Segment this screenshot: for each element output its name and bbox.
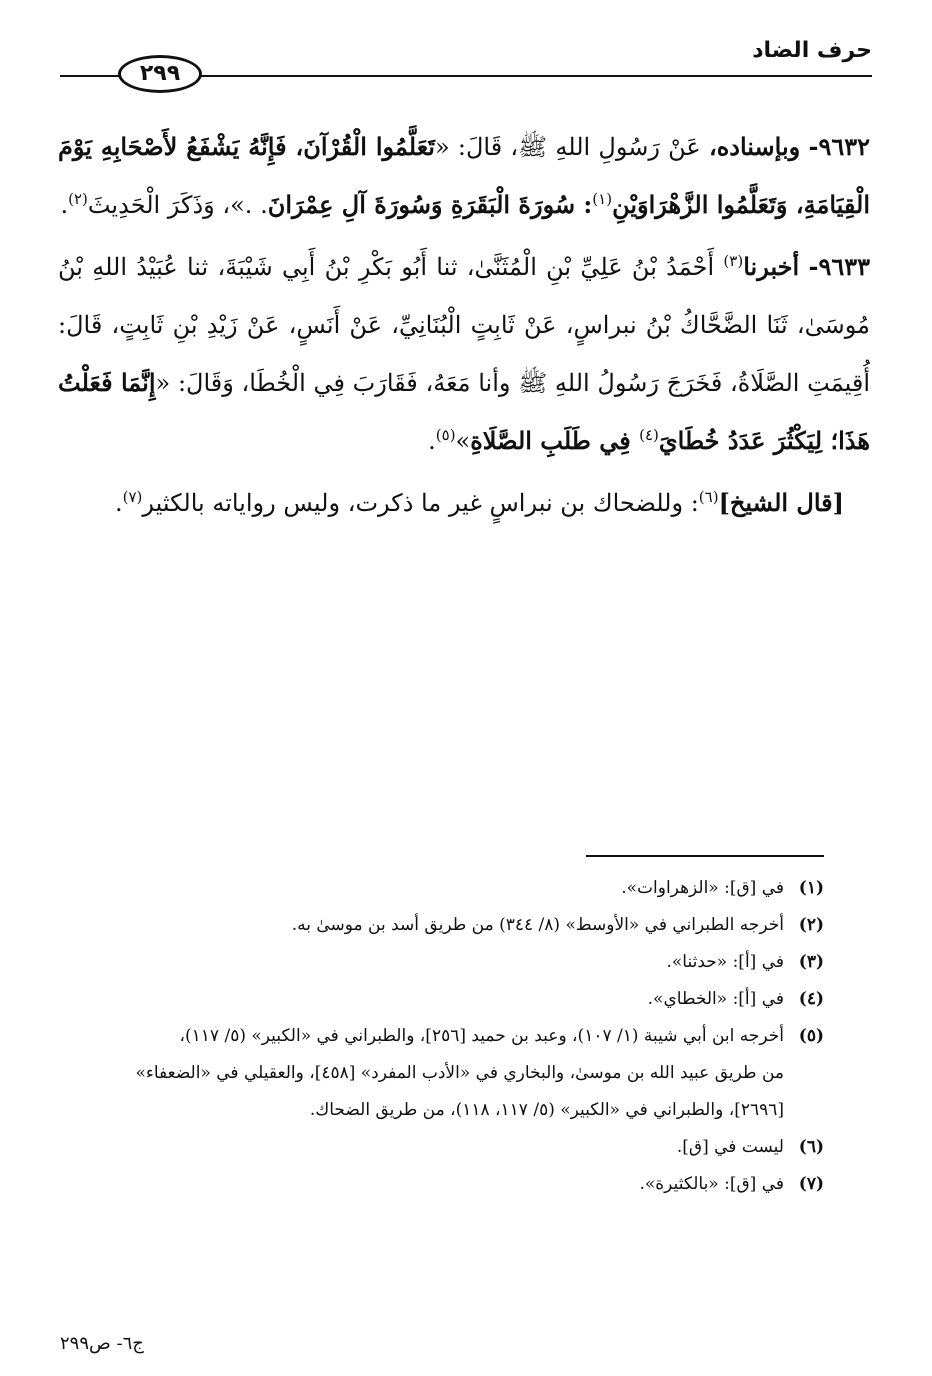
footnote-item xyxy=(104,1018,824,1129)
hadith-9632 xyxy=(58,118,870,234)
footnote-marker: (٣) xyxy=(798,952,824,972)
hadith-text: . .»، وَذَكَرَ الْحَدِيثَ xyxy=(87,191,268,219)
chapter-title: حرف الضاد xyxy=(752,38,872,63)
footnote-ref[interactable]: (١) xyxy=(592,190,613,208)
footnote-line: من طريق عبيد الله بن موسىٰ، والبخاري في «الأدب المفرد» [٤٥٨]، والعقيلي في «الضعفاء» xyxy=(135,1063,784,1083)
hadith-matn: إِنَّمَا فَعَلْتُ هَذَا؛ لِيَكْثُرَ عَدَدُ خُطَايَ xyxy=(58,368,870,455)
footnote-text xyxy=(104,1166,784,1203)
footnote-marker: (٥) xyxy=(798,1026,824,1046)
footnote-ref[interactable]: (٢) xyxy=(68,190,88,208)
footnote-ref[interactable]: (٥) xyxy=(435,426,456,444)
hadith-text: . xyxy=(60,191,69,219)
footnote-line: في [ق]: «الزهراوات». xyxy=(621,878,784,898)
footnote-line: في [ق]: «بالكثيرة». xyxy=(639,1174,784,1194)
volume-page-reference: ج٦- ص٢٩٩ xyxy=(60,1333,144,1354)
hadith-number: ٩٦٣٣- xyxy=(808,252,870,281)
hadith-text: عَنْ رَسُولِ اللهِ ﷺ، قَالَ: « xyxy=(434,133,709,161)
footnote-marker: (٢) xyxy=(798,915,824,935)
footnote-text xyxy=(104,870,784,907)
shaykh-lead: [قال الشيخ] xyxy=(718,488,844,517)
footnote-text xyxy=(104,1129,784,1166)
hadith-9633 xyxy=(58,238,870,470)
hadith-matn: فِي طَلَبِ الصَّلَاةِ xyxy=(470,426,640,455)
hadith-number: ٩٦٣٢- xyxy=(808,132,870,161)
footnote-item xyxy=(104,870,824,907)
hadith-text: . xyxy=(428,427,436,455)
shaykh-text: : وللضحاك بن نبراسٍ غير ما ذكرت، وليس رواياته بالكثير xyxy=(142,489,699,517)
footnote-item xyxy=(104,944,824,981)
footnote-ref[interactable]: (٤) xyxy=(639,426,659,444)
footnotes xyxy=(104,870,824,1203)
footnote-line: أخرجه الطبراني في «الأوسط» (٨/ ٣٤٤) من طريق أسد بن موسىٰ به. xyxy=(291,915,784,935)
hadith-text: » xyxy=(455,427,471,455)
footnote-line: في [أ]: «الخطاي». xyxy=(647,989,784,1009)
hadith-text: أَحْمَدُ بْنُ عَلِيِّ بْنِ الْمُثَنَّىٰ، ثنا أَبُو بَكْرِ بْنُ أَبِي شَيْبَةَ، ثنا عُبَيْدُ اللهِ بْنُ مُوسَىٰ، ثَنَا الضَّحَّاكُ بْنُ نبراسٍ، عَنْ ثَابِتٍ الْبُنَانِيِّ، عَنْ أَنَسٍ، عَنْ زَيْدِ بْنِ ثَابِتٍ، قَالَ: أُقِيمَتِ الصَّلَاةُ، فَخَرَجَ رَسُولُ اللهِ ﷺ وأنا مَعَهُ، فَقَارَبَ فِي الْخُطَا، وَقَالَ: « xyxy=(58,253,871,397)
footnote-ref[interactable]: (٦) xyxy=(698,488,719,506)
hadith-lead: وبإسناده، xyxy=(708,132,801,161)
footnote-text xyxy=(104,944,784,981)
footnote-item xyxy=(104,1129,824,1166)
footnote-marker: (١) xyxy=(798,878,824,898)
shaykh-note xyxy=(58,474,870,532)
footnote-line: أخرجه ابن أبي شيبة (١/ ١٠٧)، وعبد بن حميد [٢٥٦]، والطبراني في «الكبير» (٥/ ١١٧)، xyxy=(179,1026,784,1046)
hadith-matn: تَعَلَّمُوا الْقُرْآنَ، فَإِنَّهُ يَشْفَعُ لأَصْحَابِهِ يَوْمَ الْقِيَامَةِ، وَتَعَلَّمُوا الزَّهْرَاوَيْنِ xyxy=(58,132,870,219)
footnote-separator xyxy=(586,855,824,857)
footnote-text xyxy=(104,907,784,944)
footnote-text xyxy=(104,981,784,1018)
footnote-text xyxy=(104,1018,784,1129)
footnote-item xyxy=(104,1166,824,1203)
footnote-ref[interactable]: (٣) xyxy=(723,252,744,270)
footnote-line: [٢٦٩٦]، والطبراني في «الكبير» (٥/ ١١٧، ١١٨)، من طريق الضحاك. xyxy=(309,1100,784,1120)
footnote-line: في [أ]: «حدثنا». xyxy=(666,952,784,972)
footnote-marker: (٦) xyxy=(798,1137,824,1157)
footnote-ref[interactable]: (٧) xyxy=(122,488,143,506)
hadith-lead: أخبرنا xyxy=(743,252,800,281)
footnote-marker: (٧) xyxy=(798,1174,824,1194)
footnote-line: ليست في [ق]. xyxy=(676,1137,784,1157)
footnote-item xyxy=(104,981,824,1018)
hadith-matn: : سُورَةَ الْبَقَرَةِ وَسُورَةَ آلِ عِمْرَانَ xyxy=(267,190,593,219)
footnote-item xyxy=(104,907,824,944)
shaykh-text: . xyxy=(114,489,123,517)
footnote-marker: (٤) xyxy=(798,989,824,1009)
page-number: ٢٩٩ xyxy=(118,55,202,93)
main-text xyxy=(58,118,870,536)
